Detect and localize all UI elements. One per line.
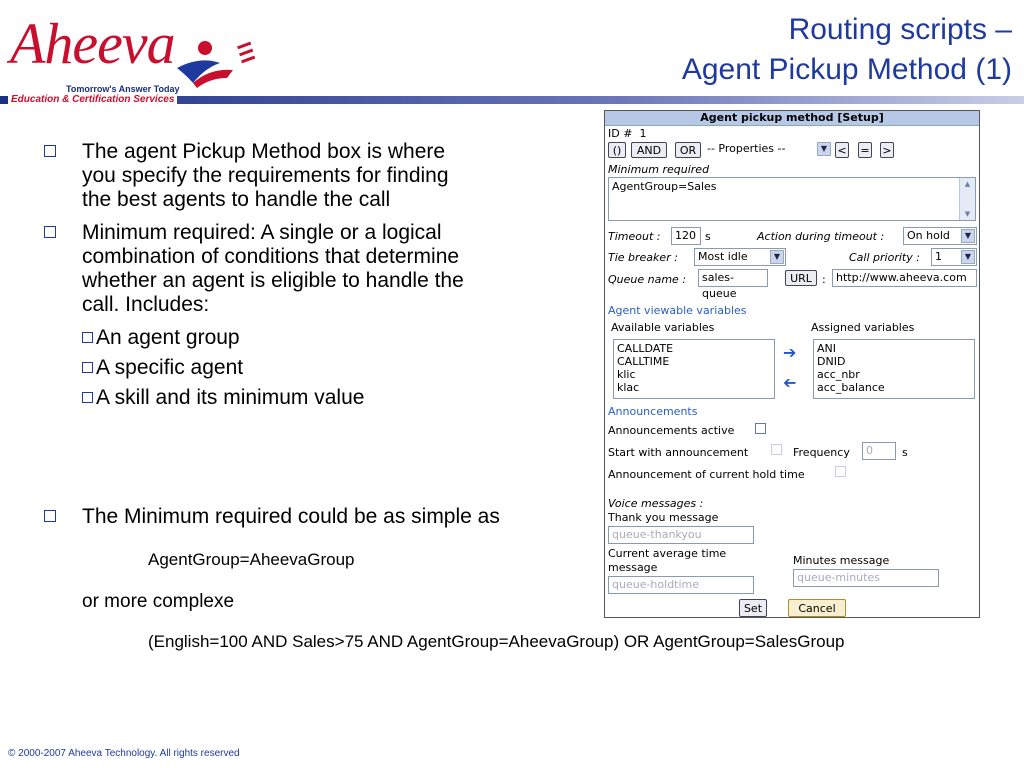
thank-you-input[interactable]: queue-thankyou	[608, 526, 754, 544]
list-item[interactable]: klac	[617, 381, 640, 394]
title-line-1: Routing scripts –	[788, 13, 1012, 46]
id-label	[608, 127, 646, 140]
call-priority-select[interactable]	[931, 248, 977, 266]
example-simple: AgentGroup=AheevaGroup	[148, 550, 355, 569]
agent-pickup-dialog	[604, 110, 980, 618]
chevron-down-icon: ▼	[961, 250, 975, 264]
frequency-label: Frequency	[793, 446, 850, 459]
frequency-input[interactable]: 0	[862, 442, 896, 460]
sub-bullet-3	[44, 386, 594, 410]
slide-title	[682, 10, 1012, 90]
dialog-title: Agent pickup method [Setup]	[605, 111, 979, 126]
greater-than-button[interactable]: >	[880, 142, 894, 158]
sub-bullet-box-icon	[82, 332, 93, 343]
example-complex: (English=100 AND Sales>75 AND AgentGroup=AheevaGroup) OR AgentGroup=SalesGroup	[148, 632, 845, 651]
url-button[interactable]: URL	[785, 270, 817, 286]
bullet-1	[44, 140, 472, 212]
tie-breaker-select[interactable]	[694, 248, 786, 266]
bullet-list	[44, 140, 594, 416]
bullet-box-icon	[44, 145, 56, 157]
tie-breaker-label: Tie breaker :	[608, 251, 678, 264]
title-line-2: Agent Pickup Method (1)	[681, 53, 1012, 86]
queue-name-input[interactable]: sales-queue	[698, 269, 768, 287]
equals-button[interactable]: =	[858, 142, 872, 158]
announcement-hold-label: Announcement of current hold time	[608, 468, 805, 481]
min-required-value: AgentGroup=Sales	[612, 180, 717, 193]
paren-button[interactable]: ()	[608, 142, 626, 158]
less-than-button[interactable]: <	[835, 142, 849, 158]
announcements-active-label: Announcements active	[608, 424, 735, 437]
thank-you-label: Thank you message	[608, 511, 719, 524]
set-button[interactable]: Set	[739, 599, 767, 617]
and-button[interactable]: AND	[631, 142, 667, 158]
minutes-message-label: Minutes message	[793, 554, 890, 567]
list-item[interactable]: DNID	[817, 355, 846, 368]
available-vars-list[interactable]	[613, 339, 775, 399]
avg-time-label-2: message	[608, 561, 658, 574]
action-timeout-label: Action during timeout :	[757, 230, 885, 243]
announcements-heading: Announcements	[608, 405, 698, 418]
logo-tagline: Tomorrow's Answer Today	[66, 84, 180, 94]
list-item[interactable]: klic	[617, 368, 636, 381]
list-item[interactable]: acc_nbr	[817, 368, 860, 381]
or-more-text: or more complexe	[82, 591, 235, 612]
chevron-down-icon: ▼	[770, 250, 784, 264]
timeout-input[interactable]: 120	[671, 227, 701, 245]
aheeva-logo: Aheeva	[10, 11, 175, 76]
cancel-button[interactable]: Cancel	[788, 599, 846, 617]
id-value: 1	[639, 127, 647, 140]
list-item[interactable]: ANI	[817, 342, 836, 355]
call-priority-value: 1	[935, 250, 942, 263]
sub-bullet-1-text: An agent group	[96, 326, 240, 349]
footer-copyright: © 2000-2007 Aheeva Technology. All rights reserved	[8, 748, 240, 759]
or-button[interactable]: OR	[675, 142, 701, 158]
avg-time-label-1: Current average time	[608, 547, 727, 560]
edu-services-label: Education & Certification Services	[8, 94, 177, 105]
move-left-arrow-icon[interactable]: ➔	[783, 373, 797, 392]
start-with-announcement-checkbox[interactable]	[771, 444, 782, 455]
scroll-up-icon[interactable]: ▲	[964, 180, 971, 188]
start-with-announcement-label: Start with announcement	[608, 446, 749, 459]
frequency-unit: s	[902, 446, 908, 459]
bullet-2-text: Minimum required: A single or a logical combination of conditions that determine whether an agent is eligible to handle the call. Includes:	[82, 221, 464, 316]
sub-bullet-1	[44, 326, 594, 350]
list-item[interactable]: acc_balance	[817, 381, 885, 394]
id-label-text: ID #	[608, 127, 633, 140]
viewable-vars-heading: Agent viewable variables	[608, 304, 747, 317]
bullet-3-text: The Minimum required could be as simple as	[82, 505, 500, 528]
sub-bullet-2-text: A specific agent	[96, 356, 244, 379]
chevron-down-icon: ▼	[961, 229, 975, 243]
list-item[interactable]: CALLDATE	[617, 342, 674, 355]
voice-messages-label: Voice messages :	[608, 497, 704, 510]
call-priority-label: Call priority :	[849, 251, 920, 264]
chevron-down-icon: ▼	[817, 142, 831, 156]
timeout-label: Timeout :	[608, 230, 661, 243]
announcements-active-checkbox[interactable]	[755, 423, 766, 434]
properties-select-value: -- Properties --	[707, 142, 786, 155]
minutes-message-input[interactable]: queue-minutes	[793, 569, 939, 587]
bullet-3	[44, 505, 642, 529]
available-vars-label: Available variables	[611, 321, 715, 334]
url-colon: :	[822, 273, 826, 286]
sub-bullet-2	[44, 356, 594, 380]
bullet-1-text: The agent Pickup Method box is where you specify the requirements for finding the best agents to handle the call	[82, 140, 449, 211]
move-right-arrow-icon[interactable]: ➔	[783, 343, 797, 362]
properties-select[interactable]	[704, 141, 832, 159]
timeout-unit: s	[705, 230, 711, 243]
tie-breaker-value: Most idle	[698, 250, 748, 263]
assigned-vars-label: Assigned variables	[811, 321, 915, 334]
queue-name-label: Queue name :	[608, 273, 687, 286]
bullet-2	[44, 221, 472, 317]
list-item[interactable]: CALLTIME	[617, 355, 670, 368]
min-required-textarea[interactable]	[608, 177, 976, 221]
sub-bullet-3-text: A skill and its minimum value	[96, 386, 365, 409]
scroll-down-icon[interactable]: ▼	[964, 210, 971, 218]
url-input[interactable]: http://www.aheeva.com	[832, 269, 977, 287]
sub-bullet-box-icon	[82, 392, 93, 403]
min-required-label: Minimum required	[608, 163, 710, 176]
assigned-vars-list[interactable]	[813, 339, 975, 399]
avg-time-input[interactable]: queue-holdtime	[608, 576, 754, 594]
sub-bullet-box-icon	[82, 362, 93, 373]
logo-figure-icon	[175, 38, 260, 93]
action-timeout-select[interactable]	[903, 227, 977, 245]
announcement-hold-checkbox[interactable]	[835, 466, 846, 477]
bullet-box-icon	[44, 226, 56, 238]
bullet-box-icon	[44, 510, 56, 522]
action-timeout-value: On hold	[907, 229, 950, 242]
scrollbar[interactable]	[959, 178, 975, 220]
